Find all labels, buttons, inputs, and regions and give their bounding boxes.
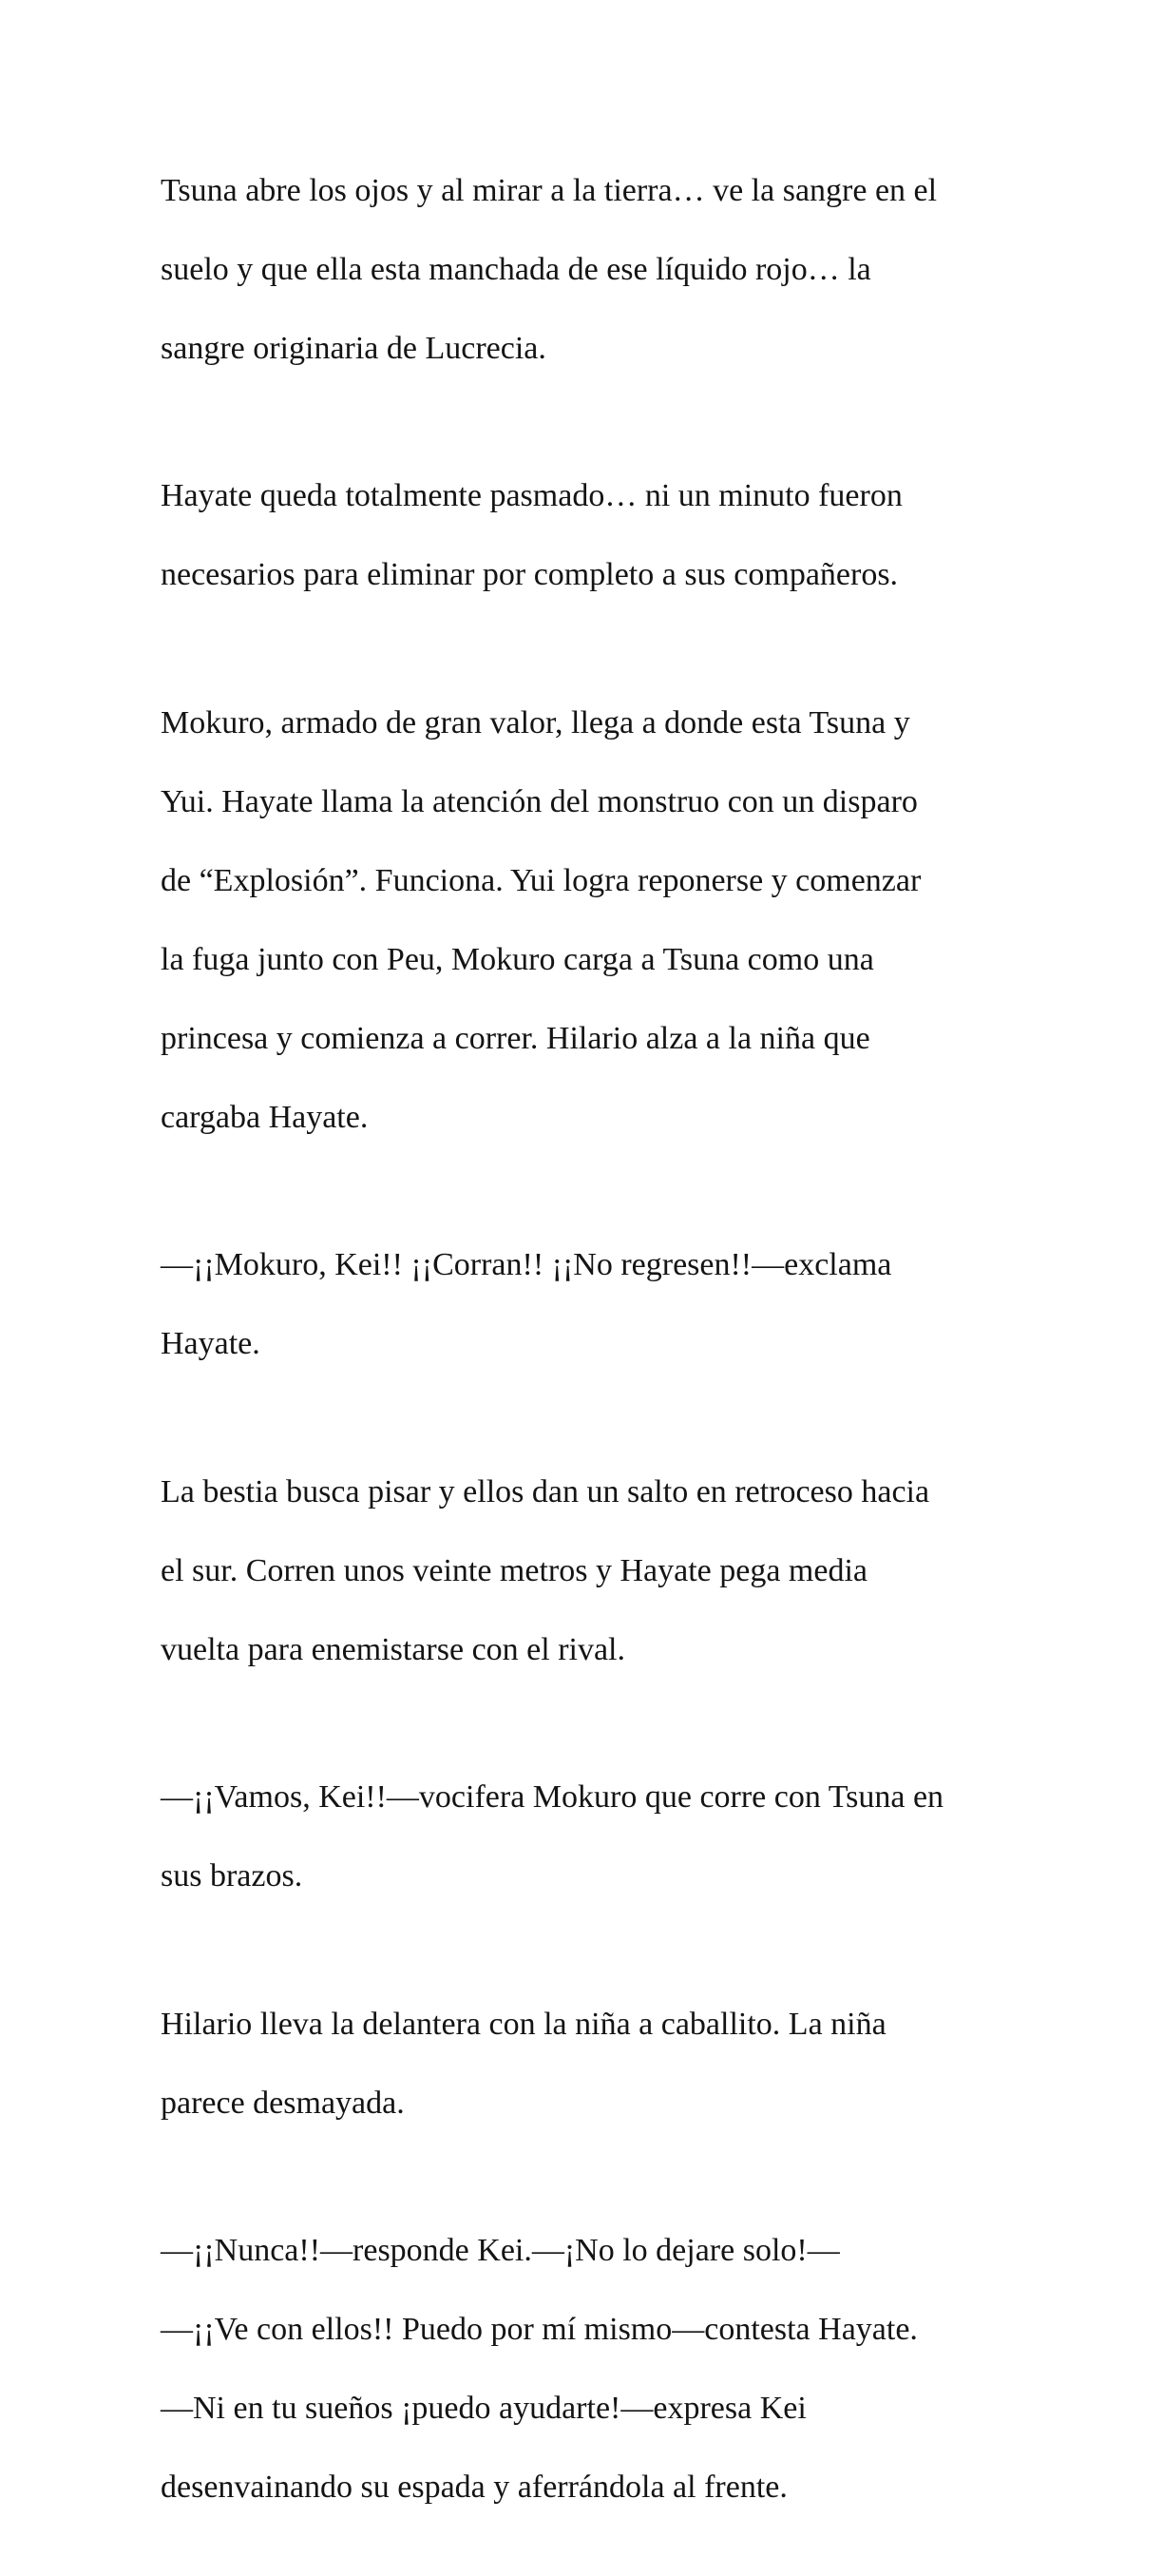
text-line: Tsuna abre los ojos y al mirar a la tierra… ve la sangre en el xyxy=(161,172,938,208)
paragraph xyxy=(161,1965,1016,2163)
text-line: desenvainando su espada y aferrándola al frente. xyxy=(161,2470,788,2505)
text-line: el sur. Corren unos veinte metros y Hayate pega media xyxy=(161,1552,867,1588)
paragraph xyxy=(161,2192,1016,2547)
text-line: princesa y comienza a correr. Hilario alza a la niña que xyxy=(161,1020,870,1056)
text-line: Mokuro, armado de gran valor, llega a donde esta Tsuna y xyxy=(161,704,910,740)
text-line: —¡¡Ve con ellos!! Puedo por mí mismo—contesta Hayate. xyxy=(161,2312,918,2347)
text-line: Hayate. xyxy=(161,1326,260,1361)
text-line: La bestia busca pisar y ellos dan un salto en retroceso hacia xyxy=(161,1473,930,1509)
paragraph xyxy=(161,437,1016,635)
paragraph xyxy=(161,131,1016,408)
text-line: de “Explosión”. Funciona. Yui logra reponerse y comenzar xyxy=(161,862,922,898)
text-line: suelo y que ella esta manchada de ese líquido rojo… la xyxy=(161,251,871,287)
text-line: —¡¡Vamos, Kei!!—vocifera Mokuro que corre con Tsuna en xyxy=(161,1779,944,1815)
text-line: sangre originaria de Lucrecia. xyxy=(161,330,546,366)
text-line: Hayate queda totalmente pasmado… ni un minuto fueron xyxy=(161,478,903,513)
text-line: Hilario lleva la delantera con la niña a caballito. La niña xyxy=(161,2006,887,2042)
text-line: vuelta para enemistarse con el rival. xyxy=(161,1631,625,1667)
paragraph xyxy=(161,1432,1016,1709)
text-line: necesarios para eliminar por completo a sus compañeros. xyxy=(161,557,899,592)
text-line: sus brazos. xyxy=(161,1858,303,1894)
text-line: Yui. Hayate llama la atención del monstruo con un disparo xyxy=(161,783,918,819)
text-line: cargaba Hayate. xyxy=(161,1099,369,1135)
text-line: —¡¡Nunca!!—responde Kei.—¡No lo dejare solo!— xyxy=(161,2233,840,2268)
text-line: la fuga junto con Peu, Mokuro carga a Tsuna como una xyxy=(161,941,874,977)
paragraph xyxy=(161,663,1016,1177)
text-line: parece desmayada. xyxy=(161,2085,405,2121)
document-body xyxy=(161,131,1016,2576)
text-line: —Ni en tu sueños ¡puedo ayudarte!—expresa Kei xyxy=(161,2391,807,2426)
text-line: —¡¡Mokuro, Kei!! ¡¡Corran!! ¡¡No regresen!!—exclama xyxy=(161,1247,892,1282)
paragraph xyxy=(161,1739,1016,1936)
paragraph xyxy=(161,1206,1016,1404)
